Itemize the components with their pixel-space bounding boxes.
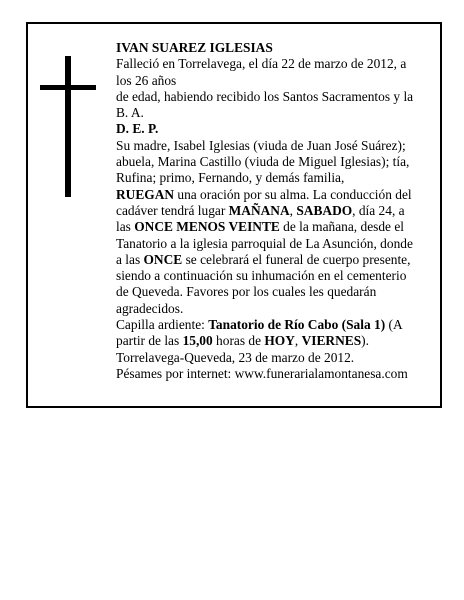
ruegan-word: RUEGAN	[116, 186, 175, 202]
cross-vertical-bar	[65, 56, 71, 197]
cross-horizontal-bar	[40, 85, 96, 90]
service-details: RUEGAN una oración por su alma. La conducción del cadáver tendrá lugar MAÑANA, SABADO, día 24, a las ONCE MENOS VEINTE de la mañana, desde el Tanatorio a la iglesia parroquial de La Asunción, donde a las ONCE se celebrará el funeral de cuerpo presente, siendo a continuación su inhumación en el cementerio de Queveda. Favores por los cuales les quedarán agradecidos.	[116, 186, 413, 316]
manana-word: MAÑANA	[228, 202, 290, 218]
condolences-web: Pésames por internet: www.funerarialamontanesa.com	[116, 365, 408, 381]
hoy-word: HOY	[264, 333, 295, 349]
deceased-name: IVAN SUAREZ IGLESIAS	[116, 40, 273, 55]
chapel-location: Tanatorio de Río Cabo (Sala 1)	[208, 317, 386, 333]
obituary-notice	[26, 22, 442, 408]
chapel-details: Capilla ardiente: Tanatorio de Río Cabo (Sala 1) (A partir de las 15,00 horas de HOY, VIERNES).	[116, 317, 402, 349]
death-line-1: Falleció en Torrelavega, el día 22 de marzo de 2012, a los 26 años	[116, 56, 407, 88]
funeral-time: ONCE	[143, 251, 183, 267]
chapel-hour: 15,00	[182, 333, 213, 349]
sabado-word: SABADO	[296, 202, 353, 218]
notice-body	[116, 40, 416, 382]
place-date: Torrelavega-Queveda, 23 de marzo de 2012.	[116, 349, 355, 365]
death-line-2: de edad, habiendo recibido los Santos Sacramentos y la B. A.	[116, 88, 414, 121]
service-time: ONCE MENOS VEINTE	[134, 219, 280, 235]
viernes-word: VIERNES	[301, 333, 362, 349]
dep-heading: D. E. P.	[116, 121, 159, 137]
family-list: Su madre, Isabel Iglesias (viuda de Juan José Suárez); abuela, Marina Castillo (viuda de Miguel Iglesias); tía, Rufina; primo, Fernando, y demás familia,	[116, 137, 410, 186]
cross-icon	[28, 24, 108, 410]
